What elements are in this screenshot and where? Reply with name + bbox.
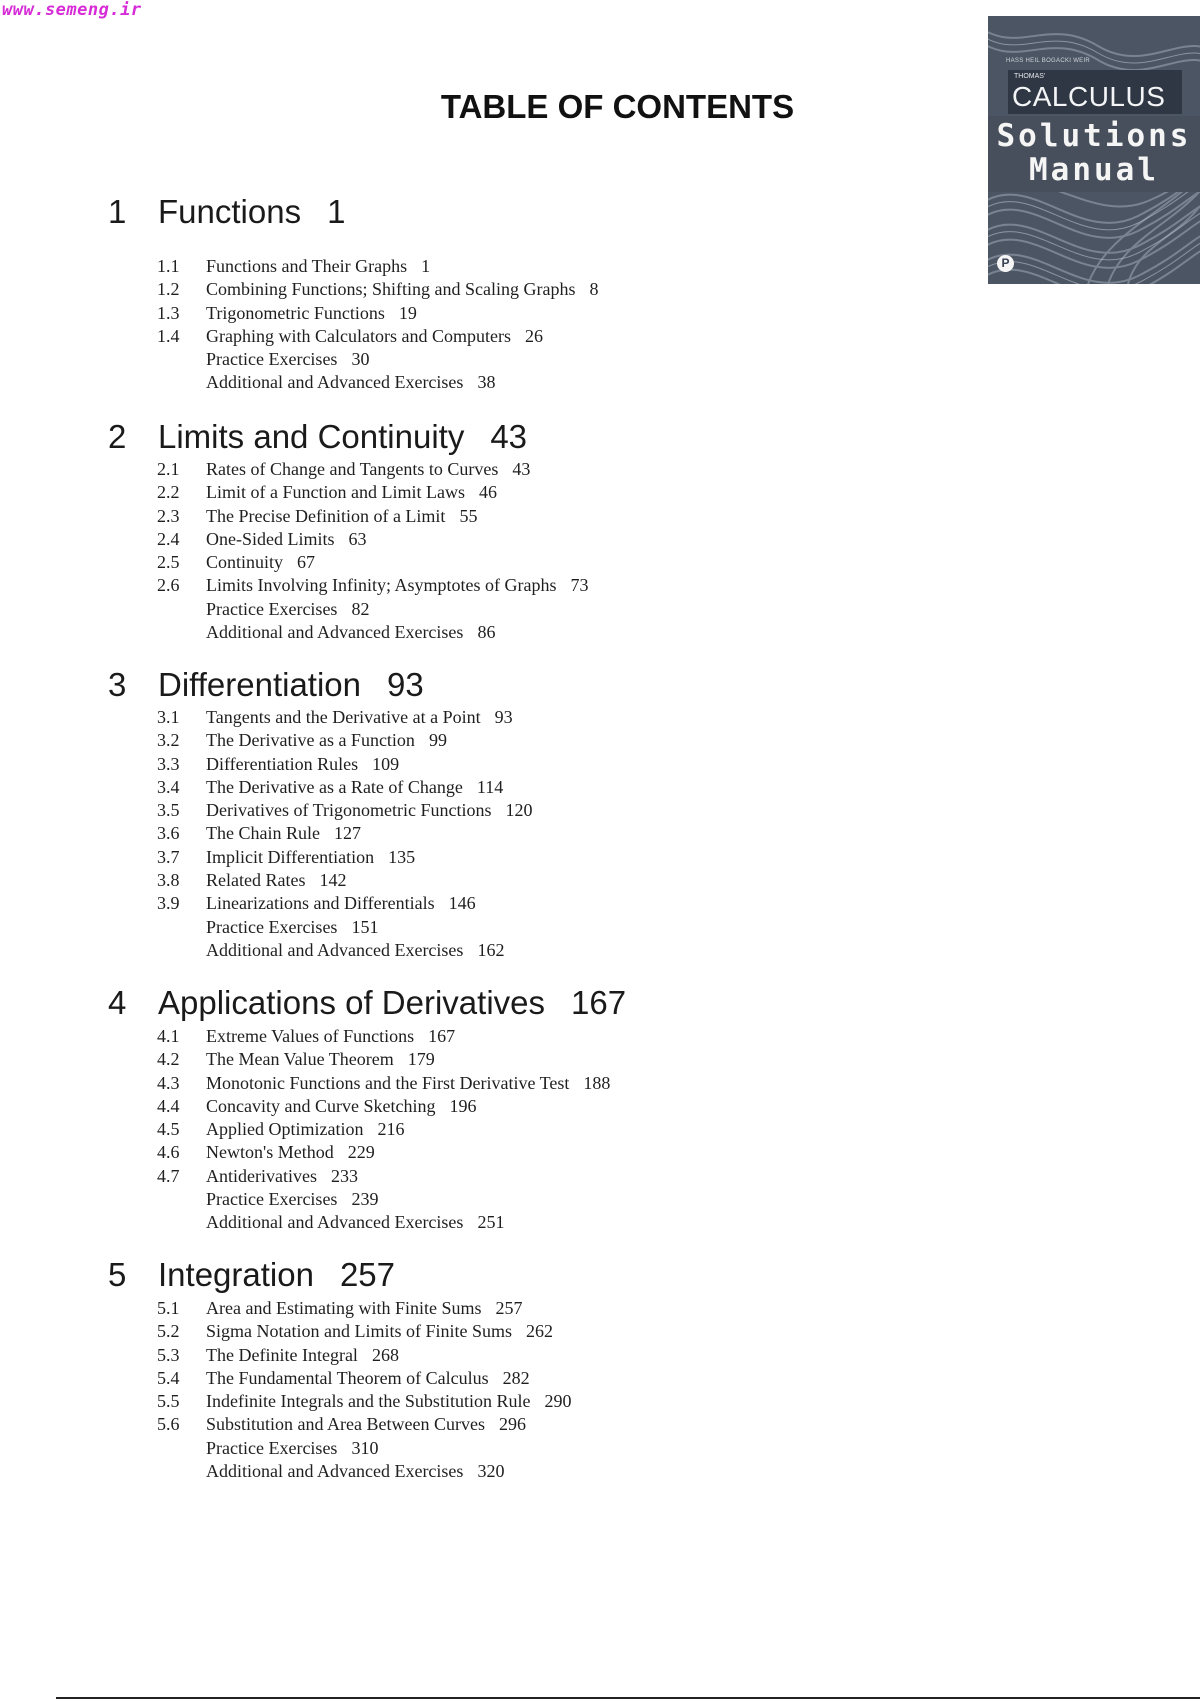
section-title: Area and Estimating with Finite Sums [206,1298,482,1318]
section-title: Graphing with Calculators and Computers [206,325,511,346]
section-page: 43 [512,459,531,479]
toc-entry [157,869,532,892]
section-title: Additional and Advanced Exercises [206,939,464,960]
toc-entry [157,1141,610,1164]
cover-line-1: Solutions [996,118,1192,154]
section-title: Derivatives of Trigonometric Functions [206,800,492,821]
section-page: 99 [428,730,447,751]
section-number: 4.4 [157,1095,180,1116]
cover-brand-main: CALCULUS [1012,81,1166,112]
section-title: Practice Exercises [206,916,338,937]
toc-entry [157,822,532,845]
toc-entry [157,1297,571,1320]
section-title: Monotonic Functions and the First Derivative Test [206,1072,570,1093]
section-title: Trigonometric Functions [206,302,385,323]
toc-entry [157,846,532,869]
toc-entry [157,551,588,574]
toc-entry [157,892,532,915]
toc-entry [157,1048,610,1071]
chapter-entries [157,1297,571,1483]
toc-entry [157,598,588,621]
section-title: Practice Exercises [206,349,338,370]
section-title: Combining Functions; Shifting and Scaling Graphs [206,279,576,300]
footer-divider [56,1697,1200,1699]
section-number: 4.3 [157,1072,180,1093]
chapter-entries [157,458,588,644]
section-number: 1.1 [157,256,180,276]
section-title: Limit of a Function and Limit Laws [206,482,465,503]
section-page: 179 [407,1049,435,1070]
chapter-page: 93 [387,666,424,703]
section-page: 82 [351,598,370,619]
chapter-entries [157,706,532,962]
chapter-number: 1 [108,193,127,230]
toc-entry [157,1188,610,1211]
watermark-text: www.semeng.ir [2,0,142,20]
section-page: 46 [478,482,497,503]
section-page: 67 [297,552,316,573]
section-page: 93 [494,707,513,727]
toc-entry [157,1072,610,1095]
section-page: 262 [526,1321,553,1342]
section-number: 3.1 [157,707,180,727]
section-page: 63 [348,528,367,549]
chapter-title: Limits and Continuity [158,418,465,455]
section-page: 19 [398,302,417,323]
section-title: Rates of Change and Tangents to Curves [206,459,499,479]
toc-entry [157,1165,610,1188]
section-page: 127 [333,823,361,844]
toc-entry [157,1025,610,1048]
section-page: 282 [502,1367,530,1388]
toc-entry [157,255,599,278]
section-number: 5.6 [157,1414,180,1435]
section-title: Concavity and Curve Sketching [206,1095,436,1116]
toc-entry [157,1344,571,1367]
section-title: Continuity [206,552,284,573]
toc-entry [157,939,532,962]
section-number: 4.6 [157,1142,180,1163]
section-page: 296 [498,1414,526,1435]
toc-entry [157,1211,610,1234]
section-page: 188 [583,1072,611,1093]
toc-entry [157,706,532,729]
section-page: 38 [477,372,496,393]
section-title: Linearizations and Differentials [206,893,435,914]
toc-entry [157,776,532,799]
section-number: 2.3 [157,505,180,526]
toc-entry [157,505,588,528]
section-number: 3.9 [157,893,180,914]
section-page: 8 [589,279,599,300]
section-title: Additional and Advanced Exercises [206,1212,464,1233]
toc-entry [157,302,599,325]
chapter-number: 5 [108,1256,127,1293]
chapter-page: 167 [571,984,627,1021]
section-number: 5.1 [157,1298,180,1318]
section-number: 3.5 [157,800,180,821]
toc-entry [157,325,599,348]
section-page: 142 [319,870,347,891]
section-title: Related Rates [206,870,306,891]
section-page: 86 [477,622,496,643]
section-page: 55 [459,505,478,526]
toc-entry [157,278,599,301]
section-number: 3.8 [157,870,180,891]
section-title: The Fundamental Theorem of Calculus [206,1367,489,1388]
section-title: Additional and Advanced Exercises [206,1461,464,1482]
section-number: 5.3 [157,1344,180,1365]
section-title: Tangents and the Derivative at a Point [206,707,481,727]
toc-entry [157,1390,571,1413]
section-title: Newton's Method [206,1142,334,1163]
section-title: The Derivative as a Rate of Change [206,776,463,797]
chapter-number: 2 [108,418,127,455]
cover-subtitle-band [988,116,1200,192]
publisher-logo-icon: P [997,255,1014,272]
section-number: 3.6 [157,823,180,844]
section-number: 3.7 [157,846,180,867]
section-page: 233 [330,1165,358,1186]
section-title: Applied Optimization [206,1119,364,1140]
section-number: 4.7 [157,1165,180,1186]
section-title: The Mean Value Theorem [206,1049,394,1070]
section-page: 310 [351,1437,379,1458]
chapter-heading [108,418,527,456]
section-title: Sigma Notation and Limits of Finite Sums [206,1321,512,1342]
book-cover-image [988,16,1200,284]
section-page: 239 [351,1189,379,1210]
section-title: Additional and Advanced Exercises [206,372,464,393]
chapter-number: 4 [108,984,127,1021]
section-number: 3.4 [157,776,180,797]
section-page: 114 [476,776,504,797]
section-page: 251 [477,1212,505,1233]
toc-entry [157,1367,571,1390]
section-number: 2.4 [157,528,180,549]
section-page: 146 [448,893,476,914]
toc-entry [157,1413,571,1436]
section-page: 320 [477,1461,505,1482]
section-page: 167 [428,1026,456,1046]
chapter-title: Functions [158,193,302,230]
chapter-heading [108,666,424,704]
chapter-title: Differentiation [158,666,362,703]
section-title: Implicit Differentiation [206,846,375,867]
section-page: 109 [372,753,400,774]
section-number: 1.2 [157,279,180,300]
toc-entry [157,1095,610,1118]
section-page: 162 [477,939,505,960]
toc-entry [157,371,599,394]
section-number: 1.3 [157,302,180,323]
chapter-title: Applications of Derivatives [158,984,546,1021]
toc-entry [157,1118,610,1141]
section-number: 5.5 [157,1391,180,1412]
chapter-heading [108,984,626,1022]
toc-entry [157,753,532,776]
toc-entry [157,729,532,752]
toc-entry [157,621,588,644]
toc-entry [157,458,588,481]
section-title: Extreme Values of Functions [206,1026,415,1046]
section-title: The Precise Definition of a Limit [206,505,446,526]
section-page: 257 [495,1298,523,1318]
cover-line-2: Manual [1029,152,1159,188]
chapter-title: Integration [158,1256,314,1293]
section-number: 4.2 [157,1049,180,1070]
section-page: 120 [505,800,533,821]
section-number: 3.2 [157,730,180,751]
section-title: One-Sided Limits [206,528,335,549]
toc-entry [157,481,588,504]
section-page: 268 [371,1344,399,1365]
section-page: 1 [421,256,431,276]
chapter-page: 43 [490,418,528,455]
toc-entry [157,348,599,371]
section-number: 2.5 [157,552,180,573]
toc-entry [157,916,532,939]
toc-entry [157,1320,571,1343]
section-page: 26 [524,325,543,346]
section-title: Functions and Their Graphs [206,256,408,276]
section-number: 2.1 [157,459,180,479]
section-title: Indefinite Integrals and the Substitution Rule [206,1391,531,1412]
section-number: 3.3 [157,753,180,774]
section-number: 2.2 [157,482,180,503]
section-page: 30 [351,349,370,370]
page-title: TABLE OF CONTENTS [440,88,795,125]
section-page: 290 [544,1391,572,1412]
section-number: 4.5 [157,1119,180,1140]
section-number: 5.4 [157,1367,180,1388]
section-title: The Definite Integral [206,1344,358,1365]
section-number: 5.2 [157,1321,180,1342]
section-number: 2.6 [157,575,180,596]
chapter-page: 1 [327,193,346,230]
section-title: The Derivative as a Function [206,730,415,751]
toc-entry [157,1437,571,1460]
section-title: Limits Involving Infinity; Asymptotes of Graphs [206,575,557,596]
cover-brand-box [1008,70,1182,114]
section-page: 151 [351,916,379,937]
toc-entry [157,574,588,597]
chapter-heading [108,193,345,231]
section-title: Practice Exercises [206,1189,338,1210]
section-page: 135 [388,846,416,867]
chapter-number: 3 [108,666,127,703]
section-number: 1.4 [157,325,180,346]
section-title: Practice Exercises [206,598,338,619]
section-title: Substitution and Area Between Curves [206,1414,485,1435]
chapter-heading [108,1256,395,1294]
section-page: 196 [449,1095,477,1116]
section-title: Antiderivatives [206,1165,317,1186]
section-page: 229 [347,1142,375,1163]
section-title: Practice Exercises [206,1437,338,1458]
section-title: Additional and Advanced Exercises [206,622,464,643]
cover-authors: HASS HEIL BOGACKI WEIR [1006,58,1091,64]
toc-entry [157,528,588,551]
chapter-entries [157,1025,610,1235]
section-number: 4.1 [157,1026,180,1046]
chapter-page: 257 [339,1256,396,1293]
chapter-entries [157,255,599,395]
section-title: Differentiation Rules [206,753,359,774]
section-page: 73 [570,575,589,596]
cover-brand-small: THOMAS' [1014,73,1046,80]
toc-entry [157,799,532,822]
section-page: 216 [377,1119,405,1140]
section-title: The Chain Rule [206,823,320,844]
toc-entry [157,1460,571,1483]
